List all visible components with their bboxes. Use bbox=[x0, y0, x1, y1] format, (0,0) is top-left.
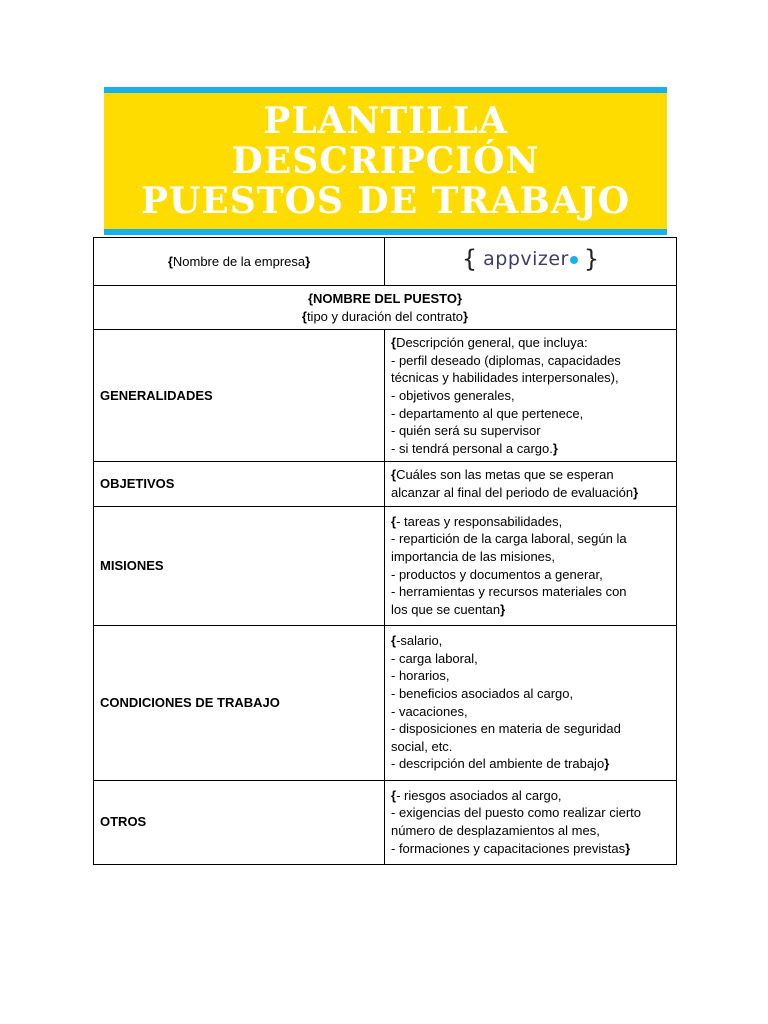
description-line: - si tendrá personal a cargo.} bbox=[391, 440, 558, 456]
banner-title-line-2: DESCRIPCIÓN bbox=[231, 140, 540, 182]
appvizer-logo bbox=[461, 245, 600, 274]
logo-wordmark bbox=[483, 248, 578, 271]
brace-close: } bbox=[305, 253, 311, 269]
contract-type bbox=[100, 308, 670, 326]
description-line: {-salario, bbox=[391, 633, 443, 649]
description-line: - descripción del ambiente de trabajo} bbox=[391, 756, 610, 772]
row-description bbox=[385, 780, 677, 864]
description-line: - disposiciones en materia de seguridad bbox=[391, 721, 621, 737]
brace-close: } bbox=[625, 840, 631, 856]
description-line: - horarios, bbox=[391, 668, 450, 684]
brace-open: { bbox=[301, 308, 307, 324]
description-line: número de desplazamientos al mes, bbox=[391, 823, 600, 839]
row-description bbox=[385, 330, 677, 462]
job-description-table bbox=[93, 237, 677, 865]
description-line: - beneficios asociados al cargo, bbox=[391, 685, 574, 701]
brace-open: { bbox=[391, 787, 397, 803]
brace-open: { bbox=[391, 467, 397, 483]
row-otros bbox=[94, 780, 677, 864]
row-generalidades bbox=[94, 330, 677, 462]
row-label: CONDICIONES DE TRABAJO bbox=[94, 625, 385, 780]
banner-title-line-3: PUESTOS DE TRABAJO bbox=[140, 180, 631, 222]
brace-close: } bbox=[500, 601, 506, 617]
description-line: - vacaciones, bbox=[391, 703, 468, 719]
row-label: OTROS bbox=[94, 780, 385, 864]
brace-open: { bbox=[307, 291, 313, 306]
company-name: Nombre de la empresa bbox=[172, 253, 306, 269]
description-line: - objetivos generales, bbox=[391, 387, 515, 403]
position-title bbox=[100, 290, 670, 308]
brace-open: { bbox=[391, 513, 397, 529]
row-description bbox=[385, 462, 677, 506]
position-cell bbox=[94, 286, 677, 330]
description-line: {- riesgos asociados al cargo, bbox=[391, 787, 562, 803]
description-line: alcanzar al final del periodo de evaluación} bbox=[391, 484, 639, 500]
brace-close: } bbox=[456, 291, 463, 306]
contract-type-text: tipo y duración del contrato bbox=[306, 308, 464, 324]
description-line: - quién será su supervisor bbox=[391, 423, 541, 439]
brace-open: { bbox=[391, 335, 397, 351]
description-line: - herramientas y recursos materiales con bbox=[391, 584, 627, 600]
brace-close: } bbox=[604, 756, 610, 772]
description-line: {Cuáles son las metas que se esperan bbox=[391, 467, 614, 483]
header-row bbox=[94, 238, 677, 286]
description-line: - carga laboral, bbox=[391, 650, 478, 666]
row-label: MISIONES bbox=[94, 506, 385, 625]
logo-cell bbox=[385, 238, 677, 286]
position-title-text: NOMBRE DEL PUESTO bbox=[313, 291, 457, 306]
description-line: social, etc. bbox=[391, 738, 453, 754]
row-description bbox=[385, 506, 677, 625]
row-condiciones bbox=[94, 625, 677, 780]
brace-close: } bbox=[463, 308, 469, 324]
description-line: {- tareas y responsabilidades, bbox=[391, 513, 563, 529]
description-line: - repartición de la carga laboral, según la bbox=[391, 531, 627, 547]
row-label: GENERALIDADES bbox=[94, 330, 385, 462]
banner-title-line-1: PLANTILLA bbox=[263, 100, 508, 142]
row-description bbox=[385, 625, 677, 780]
description-line: importancia de las misiones, bbox=[391, 548, 556, 564]
logo-wordmark-text: appvizer bbox=[483, 248, 569, 271]
logo-brace-close: } bbox=[583, 245, 600, 274]
brace-open: { bbox=[167, 253, 173, 269]
row-label: OBJETIVOS bbox=[94, 462, 385, 506]
description-line: - exigencias del puesto como realizar cierto bbox=[391, 805, 642, 821]
description-line: - departamento al que pertenece, bbox=[391, 405, 584, 421]
description-line: técnicas y habilidades interpersonales), bbox=[391, 370, 619, 386]
brace-close: } bbox=[552, 440, 558, 456]
position-row bbox=[94, 286, 677, 330]
row-misiones bbox=[94, 506, 677, 625]
brace-close: } bbox=[633, 484, 639, 500]
brace-open: { bbox=[391, 633, 397, 649]
description-line: {Descripción general, que incluya: bbox=[391, 335, 588, 351]
description-line: los que se cuentan} bbox=[391, 601, 506, 617]
logo-brace-open: { bbox=[461, 245, 478, 274]
logo-dot-icon bbox=[570, 256, 578, 264]
description-line: - perfil deseado (diplomas, capacidades bbox=[391, 352, 621, 368]
description-line: - formaciones y capacitaciones previstas} bbox=[391, 840, 631, 856]
description-line: - productos y documentos a generar, bbox=[391, 566, 603, 582]
company-name-cell bbox=[94, 238, 385, 286]
row-objetivos bbox=[94, 462, 677, 506]
title-banner bbox=[104, 87, 667, 235]
